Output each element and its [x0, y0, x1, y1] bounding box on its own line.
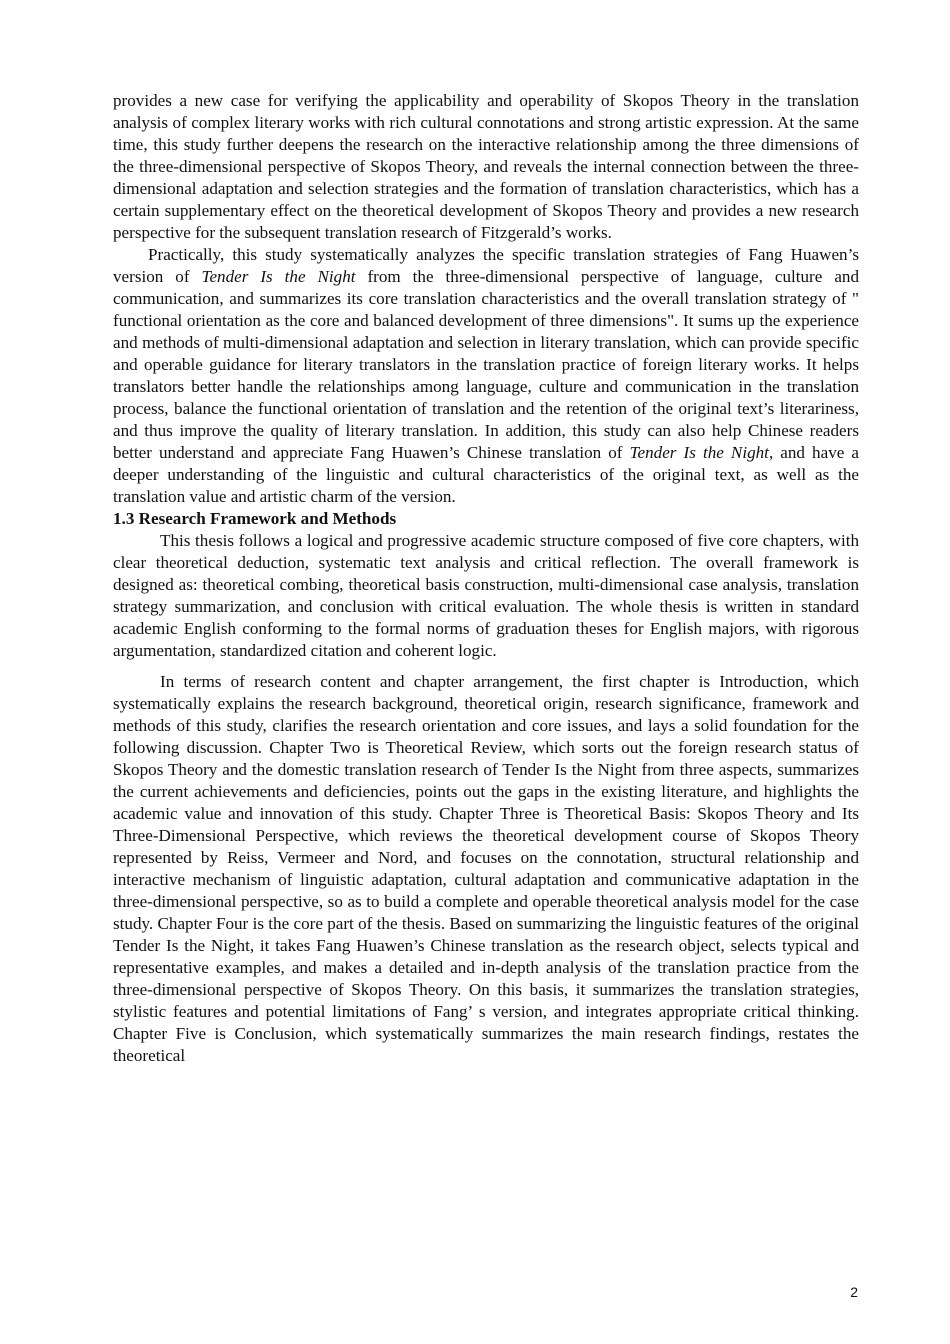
book-title: Tender Is the Night — [629, 443, 769, 462]
paragraph-text: Practically, this study systematically analyzes the specific translation strategies of Fang Huawen’s version of — [113, 245, 859, 286]
book-title: Tender Is the Night — [201, 267, 356, 286]
paragraph-chapter-arrangement: In terms of research content and chapter arrangement, the first chapter is Introduction, which systematically explains the research background, theoretical origin, research significance, framework and methods of this study, clarifies the research orientation and core issues, and lays a solid foundation for the following discussion. Chapter Two is Theoretical Review, which sorts out the foreign research status of Skopos Theory and the domestic translation research of Tender Is the Night from three aspects, summarizes the current achievements and deficiencies, points out the gaps in the existing literature, and highlights the academic value and innovation of this study. Chapter Three is Theoretical Basis: Skopos Theory and Its Three-Dimensional Perspective, which reviews the theoretical development course of Skopos Theory represented by Reiss, Vermeer and Nord, and focuses on the connotation, structural relationship and interactive mechanism of linguistic adaptation, cultural adaptation and communicative adaptation in the three-dimensional perspective, so as to build a complete and operable theoretical analysis model for the case study. Chapter Four is the core part of the thesis. Based on summarizing the linguistic features of the original Tender Is the Night, it takes Fang Huawen’s Chinese translation as the research object, selects typical and representative examples, and makes a detailed and in-depth analysis of the translation practice from the three-dimensional perspective of Skopos Theory. On this basis, it summarizes the translation strategies, stylistic features and potential limitations of Fang’ s version, and integrates appropriate critical thinking. Chapter Five is Conclusion, which systematically summarizes the main research findings, restates the theoretical — [113, 672, 859, 1065]
paragraph-theoretical-significance: provides a new case for verifying the applicability and operability of Skopos Theory in the translation analysis of complex literary works with rich cultural connotations and strong artistic expression. At the same time, this study further deepens the research on the interactive relationship among the three dimensions of the three-dimensional perspective of Skopos Theory, and reveals the internal connection between the three-dimensional adaptation and selection strategies and the formation of translation characteristics, which has a certain supplementary effect on the theoretical development of Skopos Theory and provides a new research perspective for the subsequent translation research of Fitzgerald’s works. — [113, 91, 859, 242]
document-page — [113, 90, 859, 1067]
paragraph-text: from the three-dimensional perspective of language, culture and communication, and summarizes its core translation characteristics and the overall translation strategy of " functional orientation as the core and balanced development of three dimensions". It sums up the experience and methods of multi-dimensional adaptation and selection in literary translation, which can provide specific and operable guidance for literary translators in the translation practice of foreign literary works. It helps translators better handle the relationships among language, culture and communication in the translation process, balance the functional orientation of translation and the retention of the original text’s literariness, and thus improve the quality of literary translation. In addition, this study can also help Chinese readers better understand and appreciate Fang Huawen’s Chinese translation of — [113, 267, 859, 462]
paragraph-framework: This thesis follows a logical and progressive academic structure composed of five core chapters, with clear theoretical deduction, systematic text analysis and critical reflection. The overall framework is designed as: theoretical combing, theoretical basis construction, multi-dimensional case analysis, translation strategy summarization, and conclusion with critical evaluation. The whole thesis is written in standard academic English conforming to the formal norms of graduation theses for English majors, with rigorous argumentation, standardized citation and coherent logic. — [113, 531, 859, 660]
paragraph-text: , and have a deeper understanding of the linguistic and cultural characteristics of the original text, as well as the translation value and artistic charm of the version. — [113, 443, 859, 506]
page-number: 2 — [850, 1284, 858, 1300]
section-heading: 1.3 Research Framework and Methods — [113, 509, 397, 528]
paragraph-practical-significance — [113, 244, 859, 508]
